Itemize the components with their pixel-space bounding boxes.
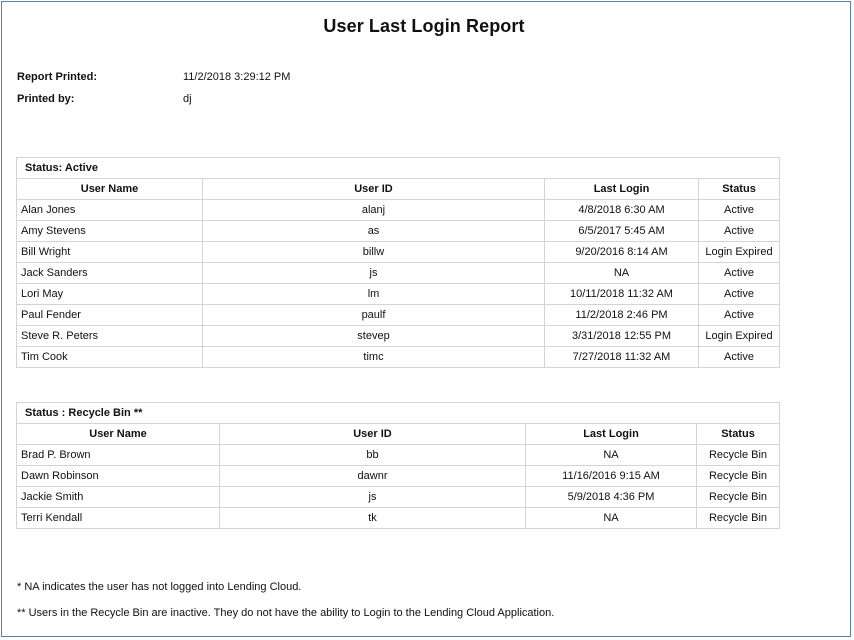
table-row [17, 445, 780, 466]
last-login-cell: 6/5/2017 5:45 AM [545, 221, 699, 242]
last-login-cell: 10/11/2018 11:32 AM [545, 284, 699, 305]
table-row [17, 221, 780, 242]
user-id-cell: as [203, 221, 545, 242]
table-row [17, 466, 780, 487]
recycle-bin-users-table [16, 402, 780, 529]
status-cell: Recycle Bin [697, 445, 780, 466]
column-header-status: Status [697, 424, 780, 445]
recycle-section-heading: Status : Recycle Bin ** [17, 403, 780, 424]
user-name-cell: Jackie Smith [17, 487, 220, 508]
user-name-cell: Brad P. Brown [17, 445, 220, 466]
column-header-last-login: Last Login [545, 179, 699, 200]
user-name-cell: Amy Stevens [17, 221, 203, 242]
status-cell: Active [699, 263, 780, 284]
status-cell: Login Expired [699, 242, 780, 263]
active-users-table [16, 157, 780, 368]
table-row [17, 263, 780, 284]
footnote-na: * NA indicates the user has not logged into Lending Cloud. [17, 581, 302, 593]
last-login-cell: 5/9/2018 4:36 PM [526, 487, 697, 508]
user-id-cell: timc [203, 347, 545, 368]
column-header-user-name: User Name [17, 424, 220, 445]
status-cell: Recycle Bin [697, 508, 780, 529]
column-header-user-name: User Name [17, 179, 203, 200]
user-id-cell: paulf [203, 305, 545, 326]
last-login-cell: 4/8/2018 6:30 AM [545, 200, 699, 221]
last-login-cell: 11/2/2018 2:46 PM [545, 305, 699, 326]
user-id-cell: lm [203, 284, 545, 305]
table-row [17, 347, 780, 368]
user-id-cell: alanj [203, 200, 545, 221]
report-printed-value: 11/2/2018 3:29:12 PM [183, 71, 291, 83]
column-header-last-login: Last Login [526, 424, 697, 445]
footnote-recycle-bin: ** Users in the Recycle Bin are inactive. They do not have the ability to Login to the Lending Cloud Application. [17, 607, 555, 619]
status-cell: Active [699, 347, 780, 368]
last-login-cell: 7/27/2018 11:32 AM [545, 347, 699, 368]
user-name-cell: Jack Sanders [17, 263, 203, 284]
status-cell: Active [699, 284, 780, 305]
user-id-cell: js [203, 263, 545, 284]
last-login-cell: NA [526, 445, 697, 466]
user-name-cell: Alan Jones [17, 200, 203, 221]
user-id-cell: bb [220, 445, 526, 466]
status-cell: Recycle Bin [697, 487, 780, 508]
user-id-cell: stevep [203, 326, 545, 347]
user-id-cell: js [220, 487, 526, 508]
last-login-cell: NA [545, 263, 699, 284]
user-name-cell: Steve R. Peters [17, 326, 203, 347]
table-row [17, 242, 780, 263]
active-section-heading: Status: Active [17, 158, 780, 179]
table-row [17, 305, 780, 326]
status-cell: Login Expired [699, 326, 780, 347]
table-row [17, 200, 780, 221]
printed-by-value: dj [183, 93, 192, 105]
user-name-cell: Dawn Robinson [17, 466, 220, 487]
status-cell: Active [699, 305, 780, 326]
report-title: User Last Login Report [323, 16, 525, 36]
table-row [17, 487, 780, 508]
status-cell: Active [699, 221, 780, 242]
column-header-user-id: User ID [203, 179, 545, 200]
report-printed-label: Report Printed: [17, 71, 98, 83]
table-row [17, 284, 780, 305]
last-login-cell: 11/16/2016 9:15 AM [526, 466, 697, 487]
user-name-cell: Lori May [17, 284, 203, 305]
user-name-cell: Tim Cook [17, 347, 203, 368]
last-login-cell: 3/31/2018 12:55 PM [545, 326, 699, 347]
column-header-status: Status [699, 179, 780, 200]
user-id-cell: tk [220, 508, 526, 529]
printed-by-label: Printed by: [17, 93, 75, 105]
status-cell: Active [699, 200, 780, 221]
table-row [17, 326, 780, 347]
column-header-user-id: User ID [220, 424, 526, 445]
table-row [17, 508, 780, 529]
status-cell: Recycle Bin [697, 466, 780, 487]
user-name-cell: Bill Wright [17, 242, 203, 263]
last-login-cell: 9/20/2016 8:14 AM [545, 242, 699, 263]
user-id-cell: billw [203, 242, 545, 263]
user-name-cell: Paul Fender [17, 305, 203, 326]
user-name-cell: Terri Kendall [17, 508, 220, 529]
last-login-cell: NA [526, 508, 697, 529]
user-id-cell: dawnr [220, 466, 526, 487]
